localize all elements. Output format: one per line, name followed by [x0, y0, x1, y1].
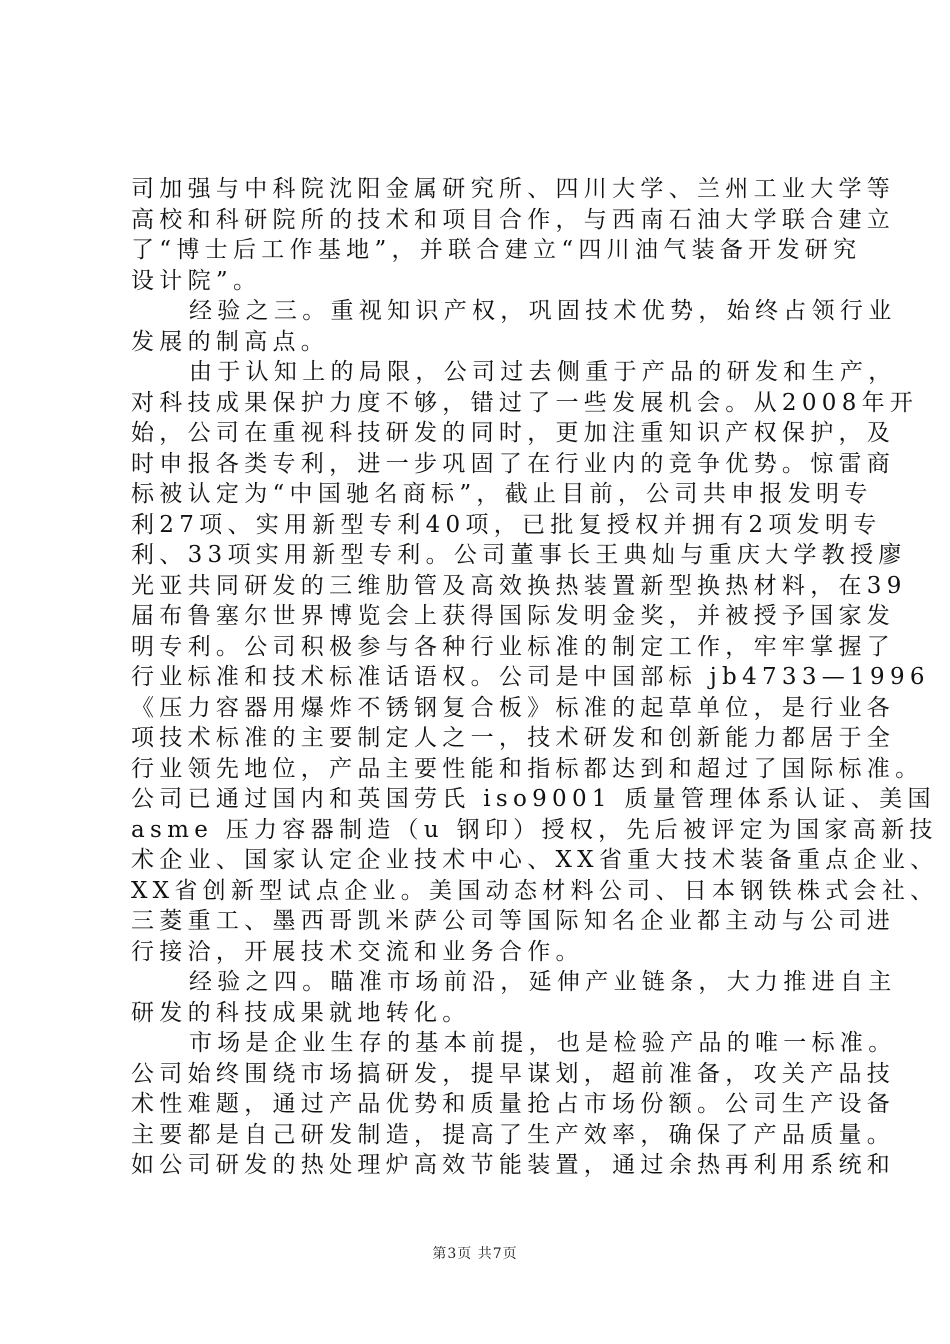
page-footer — [0, 1243, 950, 1263]
text-line: 经验之四。瞄准市场前沿，延伸产业链条，大力推进自主 — [189, 969, 897, 995]
text-line: 项技术标准的主要制定人之一，技术研发和创新能力都居于全 — [131, 725, 896, 751]
text-line: 术企业、国家认定企业技术中心、XX省重大技术装备重点企业、 — [131, 847, 939, 873]
document-body — [131, 174, 939, 1181]
text-line: 发展的制高点。 — [131, 328, 330, 355]
text-line: 研发的科技成果就地转化。 — [131, 999, 471, 1026]
text-line: 始，公司在重视科技研发的同时，更加注重知识产权保护，及 — [131, 420, 896, 446]
text-line: 设计院”。 — [131, 267, 262, 294]
text-line: 高校和科研院所的技术和项目合作，与西南石油大学联合建立 — [131, 206, 896, 233]
text-line: 《压力容器用爆炸不锈钢复合板》标准的起草单位，是行业各 — [131, 694, 896, 721]
text-line: 行接洽，开展技术交流和业务合作。 — [131, 938, 584, 965]
text-line: 司加强与中科院沈阳金属研究所、四川大学、兰州工业大学等 — [131, 176, 896, 202]
text-line: 经验之三。重视知识产权，巩固技术优势，始终占领行业 — [189, 298, 897, 324]
text-line: XX省创新型试点企业。美国动态材料公司、日本钢铁株式会社、 — [131, 877, 939, 904]
text-line: asme 压力容器制造（u 钢印）授权，先后被评定为国家高新技 — [131, 816, 938, 843]
text-line: 如公司研发的热处理炉高效节能装置，通过余热再利用系统和 — [131, 1152, 896, 1178]
text-line: 主要都是自己研发制造，提高了生产效率，确保了产品质量。 — [131, 1121, 896, 1148]
text-line: 利、33项实用新型专利。公司董事长王典灿与重庆大学教授廖 — [131, 542, 907, 568]
text-line: 行业标准和技术标准话语权。公司是中国部标 jb4733—1996 — [131, 664, 930, 690]
text-line: 届布鲁塞尔世界博览会上获得国际发明金奖，并被授予国家发 — [131, 603, 896, 629]
page-number-label: 第3页 共7页 — [432, 1246, 518, 1262]
text-line: 标被认定为“中国驰名商标”，截止目前，公司共申报发明专 — [131, 481, 873, 507]
text-line: 公司已通过国内和英国劳氏 iso9001 质量管理体系认证、美国 — [131, 786, 936, 812]
text-line: 公司始终围绕市场搞研发，提早谋划，超前准备，攻关产品技 — [131, 1060, 896, 1087]
text-line: 时申报各类专利，进一步巩固了在行业内的竞争优势。惊雷商 — [131, 450, 896, 477]
text-line: 术性难题，通过产品优势和质量抢占市场份额。公司生产设备 — [131, 1091, 896, 1117]
text-line: 市场是企业生存的基本前提，也是检验产品的唯一标准。 — [189, 1030, 897, 1056]
text-line: 行业领先地位，产品主要性能和指标都达到和超过了国际标准。 — [131, 755, 924, 782]
text-line: 对科技成果保护力度不够，错过了一些发展机会。从2008年开 — [131, 389, 919, 416]
text-line: 光亚共同研发的三维肋管及高效换热装置新型换热材料，在39 — [131, 572, 907, 599]
text-line: 了“博士后工作基地”，并联合建立“四川油气装备开发研究 — [131, 237, 862, 263]
text-line: 由于认知上的局限，公司过去侧重于产品的研发和生产， — [189, 359, 897, 385]
text-line: 明专利。公司积极参与各种行业标准的制定工作，牢牢掌握了 — [131, 633, 896, 660]
text-line: 利27项、实用新型专利40项，已批复授权并拥有2项发明专 — [131, 511, 882, 538]
text-line: 三菱重工、墨西哥凯米萨公司等国际知名企业都主动与公司进 — [131, 908, 896, 934]
